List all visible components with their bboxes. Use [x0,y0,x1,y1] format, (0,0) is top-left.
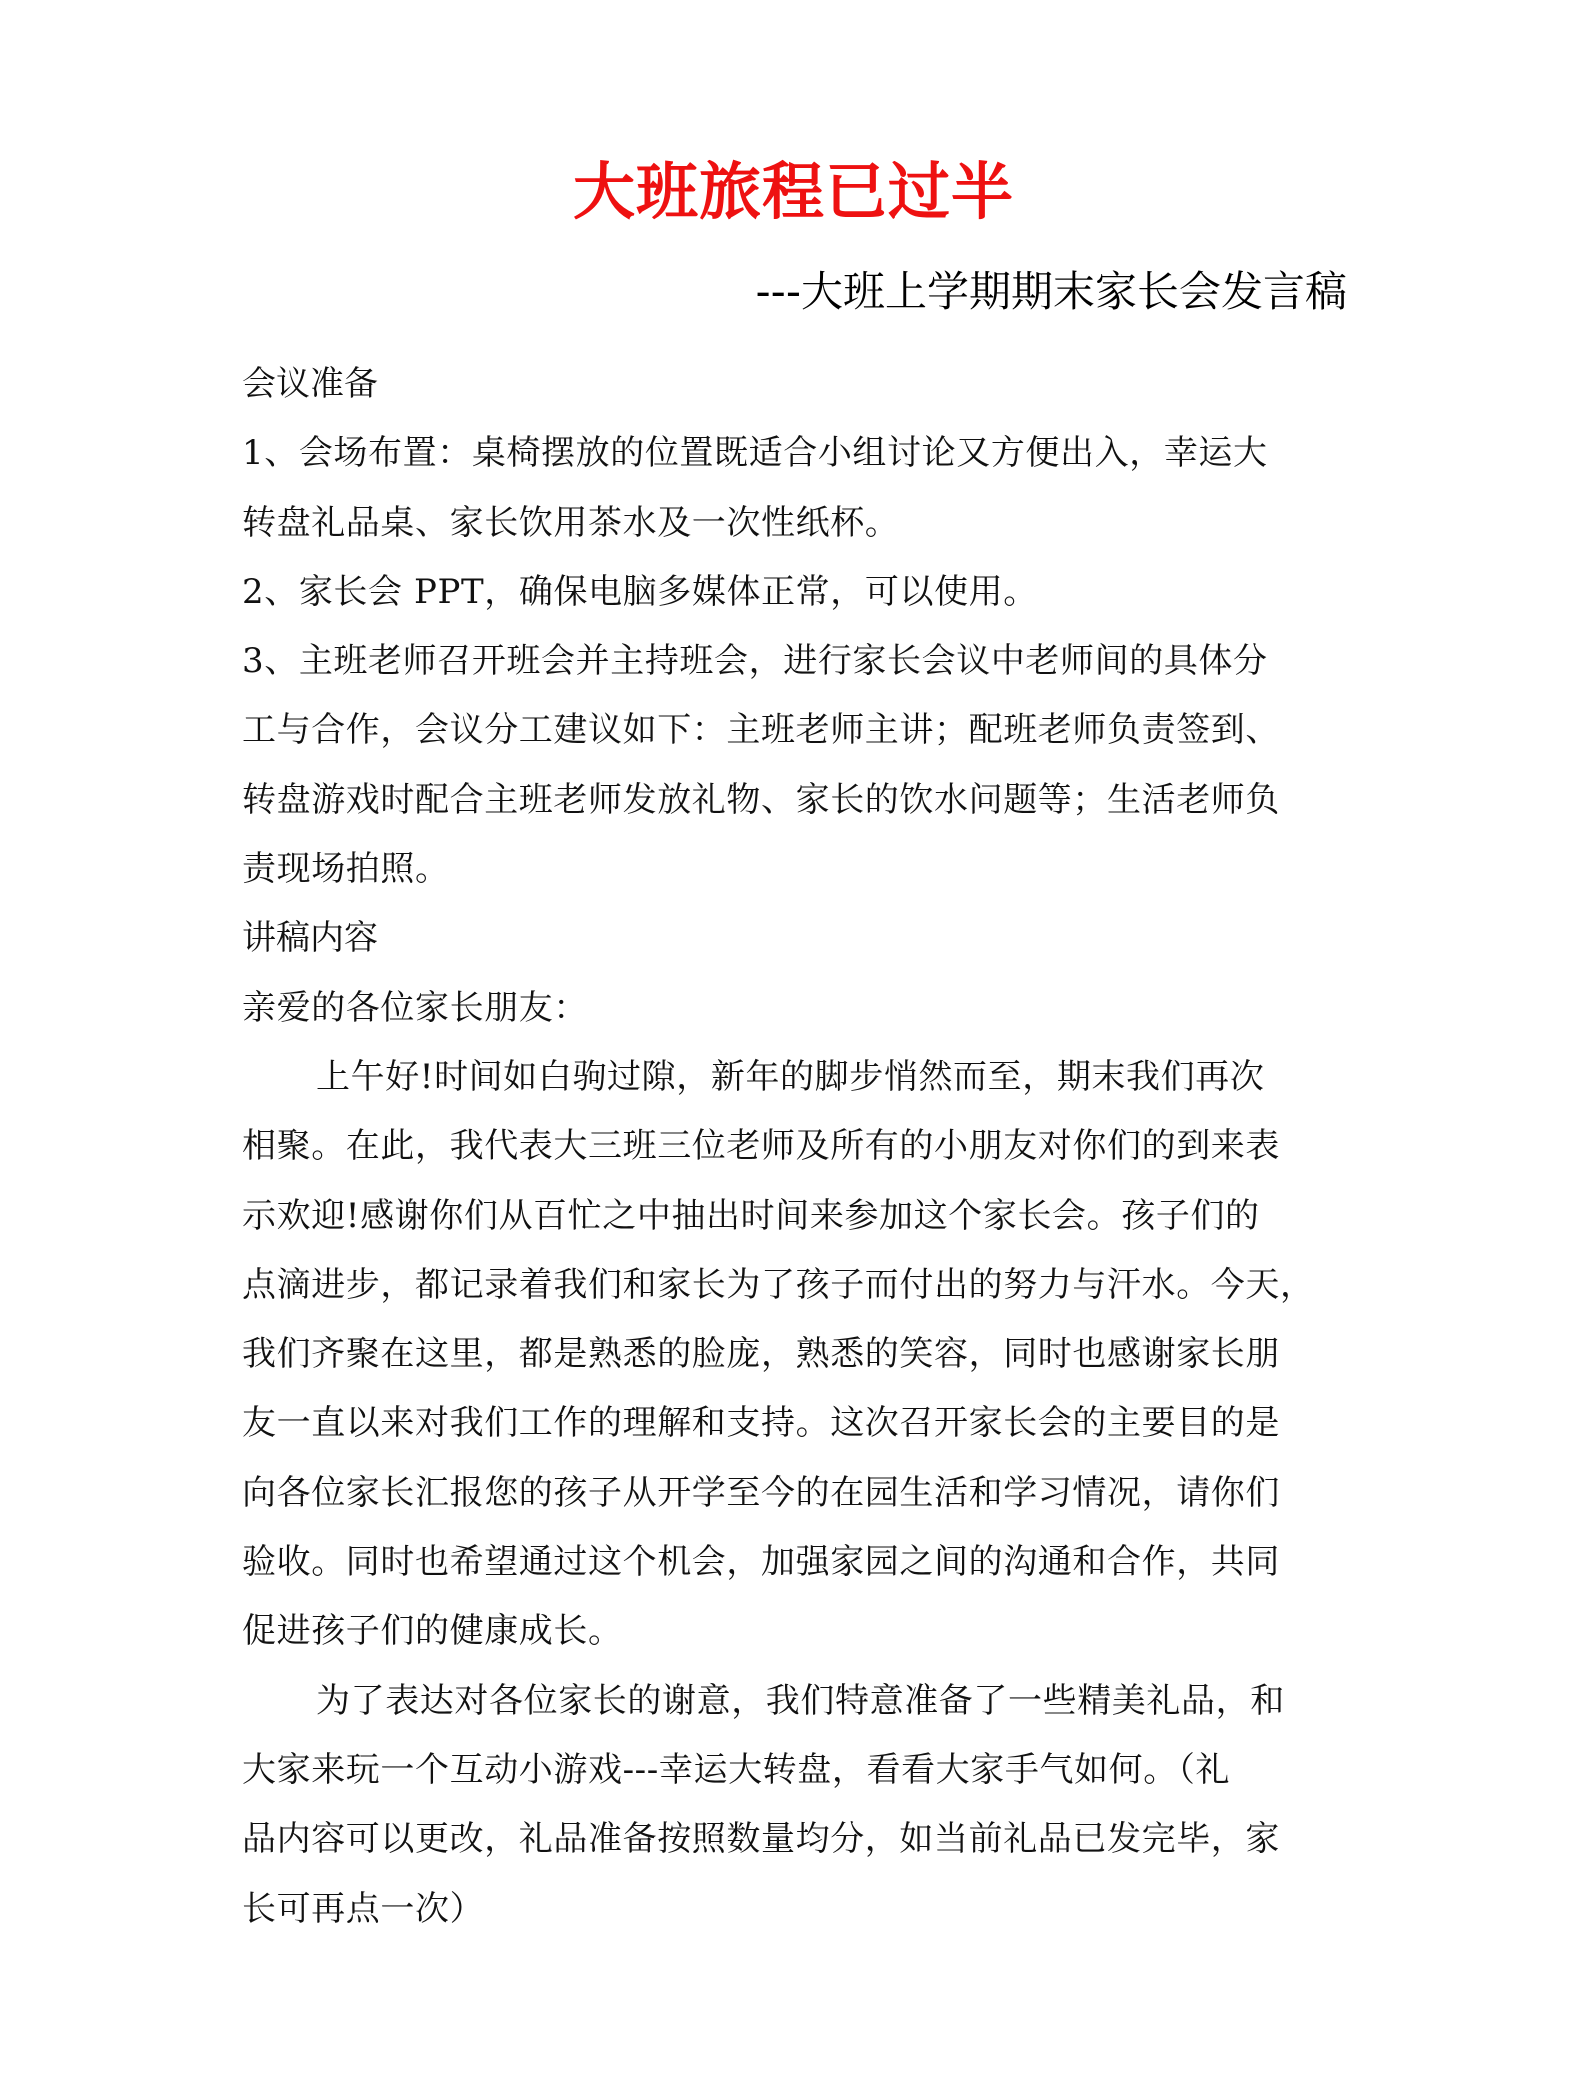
speech-paragraph-2-line: 长可再点一次） [242,1888,485,1929]
preparation-line: 工与合作，会议分工建议如下：主班老师主讲；配班老师负责签到、 [242,710,1280,751]
speech-paragraph-1-line: 验收。同时也希望通过这个机会，加强家园之间的沟通和合作，共同 [242,1542,1280,1583]
speech-greeting: 亲爱的各位家长朋友： [242,987,588,1028]
speech-paragraph-2-line: 品内容可以更改，礼品准备按照数量均分，如当前礼品已发完毕，家 [242,1819,1280,1860]
speech-paragraph-1-line: 点滴进步，都记录着我们和家长为了孩子而付出的努力与汗水。今天， [242,1264,1315,1305]
speech-paragraph-1-line: 促进孩子们的健康成长。 [242,1611,623,1652]
preparation-line: 3、主班老师召开班会并主持班会，进行家长会议中老师间的具体分 [242,641,1268,682]
speech-paragraph-1-line: 相聚。在此，我代表大三班三位老师及所有的小朋友对你们的到来表 [242,1126,1280,1167]
speech-paragraph-2-line: 大家来玩一个互动小游戏---幸运大转盘，看看大家手气如何。（礼 [242,1749,1231,1790]
speech-paragraph-1-line: 友一直以来对我们工作的理解和支持。这次召开家长会的主要目的是 [242,1403,1280,1444]
preparation-line: 转盘礼品桌、家长饮用茶水及一次性纸杯。 [242,502,900,543]
speech-paragraph-1-line: 我们齐聚在这里，都是熟悉的脸庞，熟悉的笑容，同时也感谢家长朋 [242,1334,1280,1375]
preparation-line: 2、家长会 PPT，确保电脑多媒体正常，可以使用。 [242,571,1038,612]
speech-paragraph-1-line: 示欢迎!感谢你们从百忙之中抽出时间来参加这个家长会。孩子们的 [242,1195,1260,1236]
section-heading-preparation: 会议准备 [242,364,378,404]
preparation-line: 1、会场布置：桌椅摆放的位置既适合小组讨论又方便出入，幸运大 [242,433,1268,474]
document-subtitle: ---大班上学期期末家长会发言稿 [755,267,1347,316]
section-heading-speech: 讲稿内容 [242,918,378,959]
preparation-line: 转盘游戏时配合主班老师发放礼物、家长的饮水问题等；生活老师负 [242,779,1280,820]
document-title: 大班旅程已过半 [572,155,1014,228]
document-body [242,350,1352,1944]
preparation-line: 责现场拍照。 [242,849,450,890]
speech-paragraph-1-line: 上午好!时间如白驹过隙，新年的脚步悄然而至，期末我们再次 [316,1056,1265,1097]
speech-paragraph-2-line: 为了表达对各位家长的谢意，我们特意准备了一些精美礼品，和 [316,1680,1285,1721]
speech-paragraph-1-line: 向各位家长汇报您的孩子从开学至今的在园生活和学习情况，请你们 [242,1472,1280,1513]
